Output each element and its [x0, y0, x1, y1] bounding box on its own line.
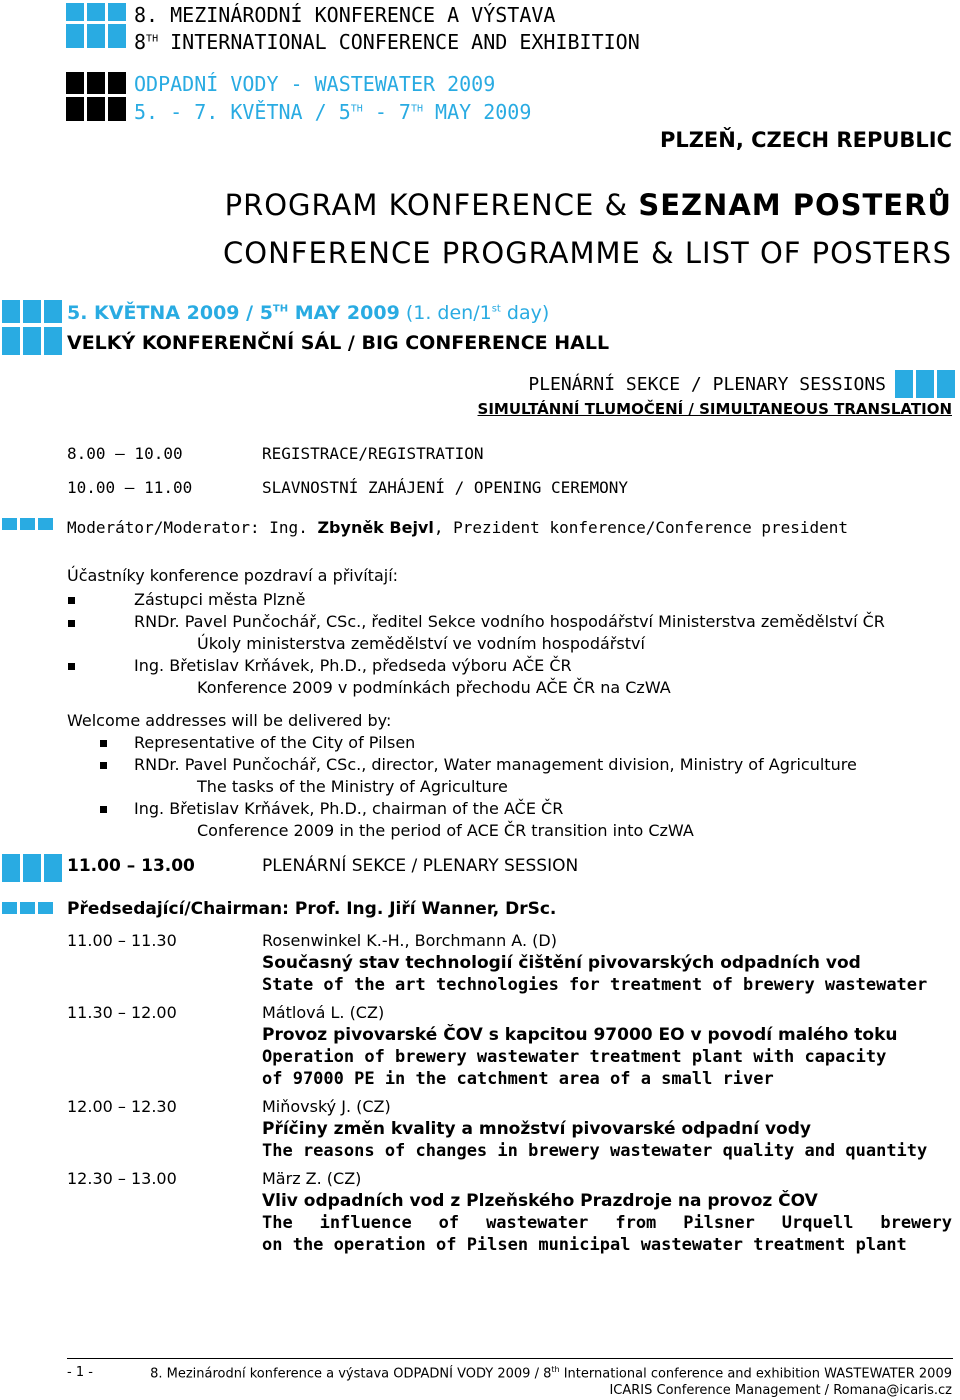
welcome-en-subitem: The tasks of the Ministry of Agriculture: [197, 777, 508, 796]
page-number: - 1 -: [67, 1365, 93, 1380]
talk-title-en: State of the art technologies for treatment of brewery wastewater: [262, 975, 928, 995]
talk-authors: Mátlová L. (CZ): [262, 1003, 385, 1022]
plenary-label: PLENÁRNÍ SEKCE / PLENARY SESSIONS: [528, 374, 886, 395]
talk-time: 12.30 – 13.00: [67, 1169, 177, 1188]
location: PLZEŇ, CZECH REPUBLIC: [659, 128, 952, 152]
bullet: [68, 620, 75, 627]
talk-title-en: of 97000 PE in the catchment area of a small river: [262, 1069, 774, 1089]
schedule-time: 8.00 – 10.00: [67, 444, 183, 463]
welcome-en-heading: Welcome addresses will be delivered by:: [67, 711, 392, 730]
talk-authors: Miňovský J. (CZ): [262, 1097, 391, 1116]
schedule-time: 10.00 – 11.00: [67, 478, 193, 497]
day-date: 5. KVĚTNA 2009 / 5TH MAY 2009 (1. den/1st day): [67, 302, 550, 324]
talk-title-en: The reasons of changes in brewery wastewater quality and quantity: [262, 1141, 928, 1161]
session-title: PLENÁRNÍ SEKCE / PLENARY SESSION: [262, 856, 579, 876]
bullet: [100, 762, 107, 769]
welcome-en-item: RNDr. Pavel Punčochář, CSc., director, Water management division, Ministry of Agriculture: [134, 755, 857, 774]
chairman: Předsedající/Chairman: Prof. Ing. Jiří Wanner, DrSc.: [67, 899, 557, 919]
welcome-cz-item: RNDr. Pavel Punčochář, CSc., ředitel Sekce vodního hospodářství Ministerstva zemědělství ČR: [134, 612, 885, 631]
title-en: CONFERENCE PROGRAMME & LIST OF POSTERS: [223, 236, 952, 270]
bullet: [68, 597, 75, 604]
footer-contact: ICARIS Conference Management / Romana@icaris.cz: [609, 1383, 952, 1398]
welcome-en-item: Representative of the City of Pilsen: [134, 733, 416, 752]
header-line1: 8. MEZINÁRODNÍ KONFERENCE A VÝSTAVA: [134, 3, 556, 27]
welcome-cz-subitem: Úkoly ministerstva zemědělství ve vodním hospodářství: [197, 634, 645, 653]
footer-rule: [67, 1358, 953, 1359]
welcome-cz-heading: Účastníky konference pozdraví a přivítají:: [67, 566, 399, 585]
schedule-title: SLAVNOSTNÍ ZAHÁJENÍ / OPENING CEREMONY: [262, 478, 629, 497]
session-time: 11.00 – 13.00: [67, 856, 195, 876]
talk-time: 11.30 – 12.00: [67, 1003, 177, 1022]
footer-text: 8. Mezinárodní konference a výstava ODPADNÍ VODY 2009 / 8th International conference and exhibition WASTEWATER 2009: [150, 1365, 952, 1382]
bullet: [68, 663, 75, 670]
welcome-en-subitem: Conference 2009 in the period of ACE ČR transition into CzWA: [197, 821, 694, 840]
talk-authors: März Z. (CZ): [262, 1169, 362, 1188]
talk-title-en: Operation of brewery wastewater treatment plant with capacity: [262, 1047, 887, 1067]
title-cz: PROGRAM KONFERENCE & SEZNAM POSTERŮ: [224, 188, 952, 222]
talk-time: 12.00 – 12.30: [67, 1097, 177, 1116]
talk-title-cz: Současný stav technologií čištění pivovarských odpadních vod: [262, 953, 861, 973]
welcome-en-item: Ing. Břetislav Krňávek, Ph.D., chairman of the AČE ČR: [134, 799, 564, 818]
event-dates: 5. - 7. KVĚTNA / 5TH - 7TH MAY 2009: [134, 100, 532, 124]
welcome-cz-subitem: Konference 2009 v podmínkách přechodu AČE ČR na CzWA: [197, 678, 671, 697]
schedule-title: REGISTRACE/REGISTRATION: [262, 444, 484, 463]
event-name: ODPADNÍ VODY - WASTEWATER 2009: [134, 72, 496, 96]
header-line2: 8TH INTERNATIONAL CONFERENCE AND EXHIBITION: [134, 30, 640, 54]
talk-time: 11.00 – 11.30: [67, 931, 177, 950]
hall-name: VELKÝ KONFERENČNÍ SÁL / BIG CONFERENCE HALL: [67, 332, 610, 354]
bullet: [100, 740, 107, 747]
talk-title-cz: Vliv odpadních vod z Plzeňského Prazdroje na provoz ČOV: [262, 1191, 818, 1211]
talk-title-en: on the operation of Pilsen municipal wastewater treatment plant: [262, 1235, 907, 1255]
talk-authors: Rosenwinkel K.-H., Borchmann A. (D): [262, 931, 557, 950]
talk-title-cz: Provoz pivovarské ČOV s kapcitou 97000 EO v povodí malého toku: [262, 1025, 898, 1045]
welcome-cz-item: Ing. Břetislav Krňávek, Ph.D., předseda výboru AČE ČR: [134, 656, 572, 675]
welcome-cz-item: Zástupci města Plzně: [134, 590, 306, 609]
translation-note: SIMULTÁNNÍ TLUMOČENÍ / SIMULTANEOUS TRANSLATION: [477, 400, 952, 418]
bullet: [100, 806, 107, 813]
talk-title-en: The influence of wastewater from Pilsner Urquell brewery: [262, 1213, 952, 1233]
talk-title-cz: Příčiny změn kvality a množství pivovarské odpadní vody: [262, 1119, 811, 1139]
moderator: Moderátor/Moderator: Ing. Zbyněk Bejvl, Prezident konference/Conference president: [67, 518, 849, 537]
